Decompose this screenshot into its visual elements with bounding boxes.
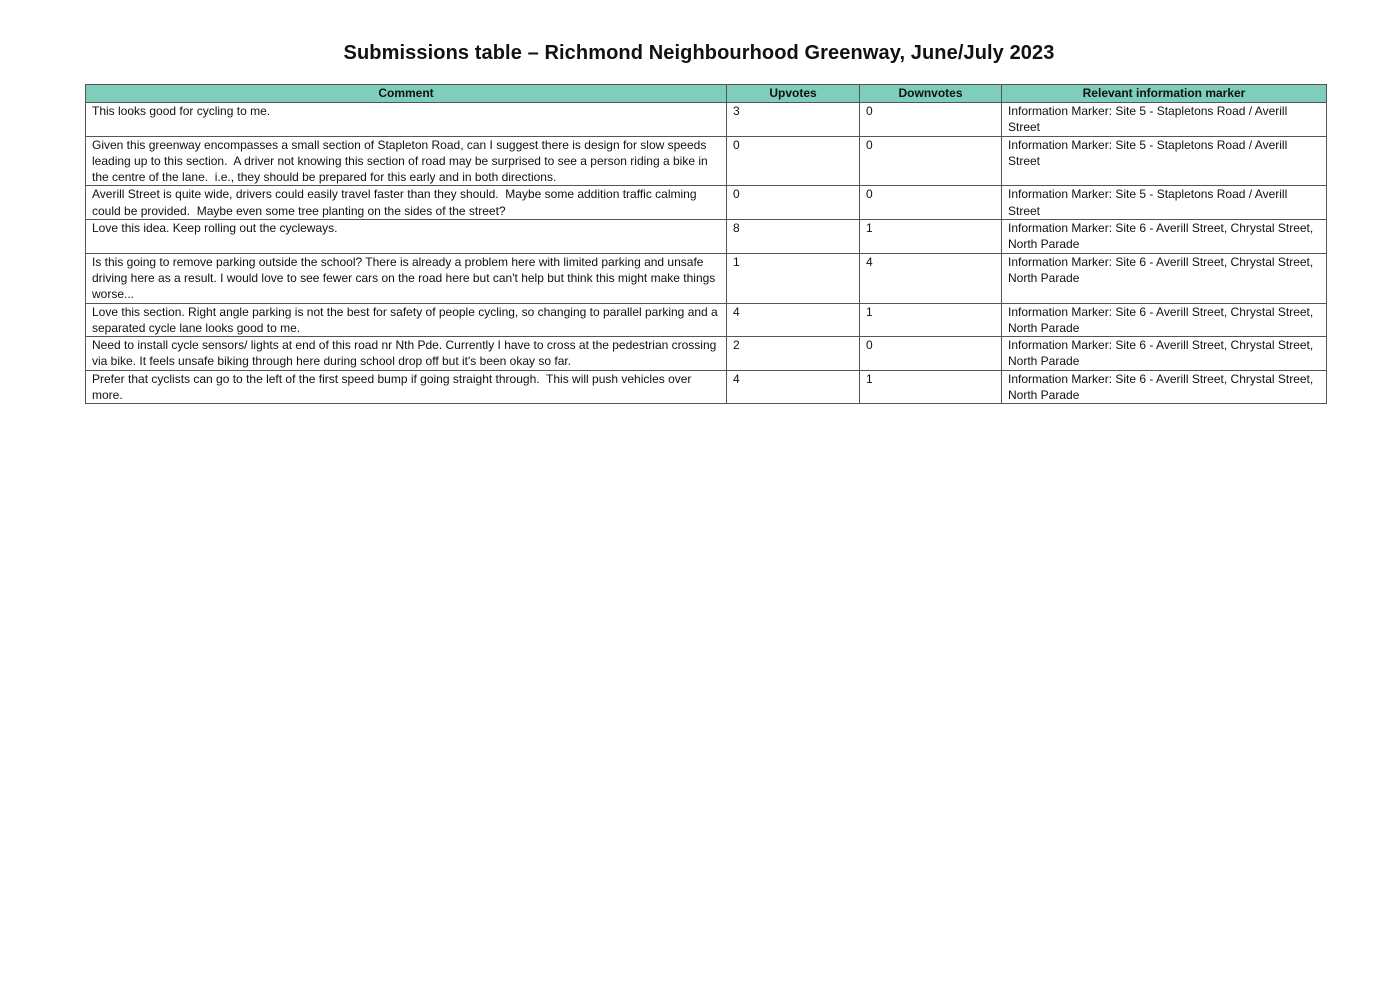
downvotes-cell: 1 [860, 220, 1002, 254]
comment-cell: Is this going to remove parking outside the school? There is already a problem here with limited parking and unsafe driving here as a result. I would love to see fewer cars on the road here but can't help but think this might make things worse... [86, 253, 727, 303]
table-row [86, 220, 1327, 254]
table-row [86, 136, 1327, 186]
column-header-upvotes: Upvotes [727, 85, 860, 103]
comment-cell: Love this idea. Keep rolling out the cycleways. [86, 220, 727, 254]
downvotes-cell: 0 [860, 136, 1002, 186]
downvotes-cell: 0 [860, 337, 1002, 371]
comment-cell: Prefer that cyclists can go to the left of the first speed bump if going straight through. This will push vehicles over more. [86, 370, 727, 404]
downvotes-cell: 0 [860, 103, 1002, 137]
table-row [86, 186, 1327, 220]
marker-cell: Information Marker: Site 5 - Stapletons Road / Averill Street [1002, 103, 1327, 137]
page-title: Submissions table – Richmond Neighbourhood Greenway, June/July 2023 [343, 42, 1055, 64]
table-header-row [86, 85, 1327, 103]
column-header-downvotes: Downvotes [860, 85, 1002, 103]
upvotes-cell: 8 [727, 220, 860, 254]
marker-cell: Information Marker: Site 6 - Averill Street, Chrystal Street, North Parade [1002, 253, 1327, 303]
table-row [86, 103, 1327, 137]
comment-cell: Given this greenway encompasses a small section of Stapleton Road, can I suggest there is design for slow speeds leading up to this section. A driver not knowing this section of road may be surprised to see a person riding a bike in the centre of the lane. i.e., they should be prepared for this early and in both directions. [86, 136, 727, 186]
table-row [86, 253, 1327, 303]
downvotes-cell: 0 [860, 186, 1002, 220]
upvotes-cell: 1 [727, 253, 860, 303]
downvotes-cell: 1 [860, 303, 1002, 337]
marker-cell: Information Marker: Site 5 - Stapletons Road / Averill Street [1002, 136, 1327, 186]
comment-cell: Love this section. Right angle parking is not the best for safety of people cycling, so changing to parallel parking and a separated cycle lane looks good to me. [86, 303, 727, 337]
marker-cell: Information Marker: Site 6 - Averill Street, Chrystal Street, North Parade [1002, 337, 1327, 371]
upvotes-cell: 4 [727, 303, 860, 337]
marker-cell: Information Marker: Site 6 - Averill Street, Chrystal Street, North Parade [1002, 303, 1327, 337]
table-row [86, 337, 1327, 371]
comment-cell: Averill Street is quite wide, drivers could easily travel faster than they should. Maybe some addition traffic calming could be provided. Maybe even some tree planting on the sides of the street? [86, 186, 727, 220]
marker-cell: Information Marker: Site 6 - Averill Street, Chrystal Street, North Parade [1002, 220, 1327, 254]
upvotes-cell: 3 [727, 103, 860, 137]
column-header-comment: Comment [86, 85, 727, 103]
table-row [86, 370, 1327, 404]
upvotes-cell: 0 [727, 136, 860, 186]
downvotes-cell: 1 [860, 370, 1002, 404]
table-row [86, 303, 1327, 337]
upvotes-cell: 2 [727, 337, 860, 371]
marker-cell: Information Marker: Site 5 - Stapletons Road / Averill Street [1002, 186, 1327, 220]
upvotes-cell: 4 [727, 370, 860, 404]
upvotes-cell: 0 [727, 186, 860, 220]
comment-cell: Need to install cycle sensors/ lights at end of this road nr Nth Pde. Currently I have to cross at the pedestrian crossing via bike. It feels unsafe biking through here during school drop off but it's been okay so far. [86, 337, 727, 371]
column-header-marker: Relevant information marker [1002, 85, 1327, 103]
downvotes-cell: 4 [860, 253, 1002, 303]
marker-cell: Information Marker: Site 6 - Averill Street, Chrystal Street, North Parade [1002, 370, 1327, 404]
submissions-table [85, 84, 1327, 404]
comment-cell: This looks good for cycling to me. [86, 103, 727, 137]
